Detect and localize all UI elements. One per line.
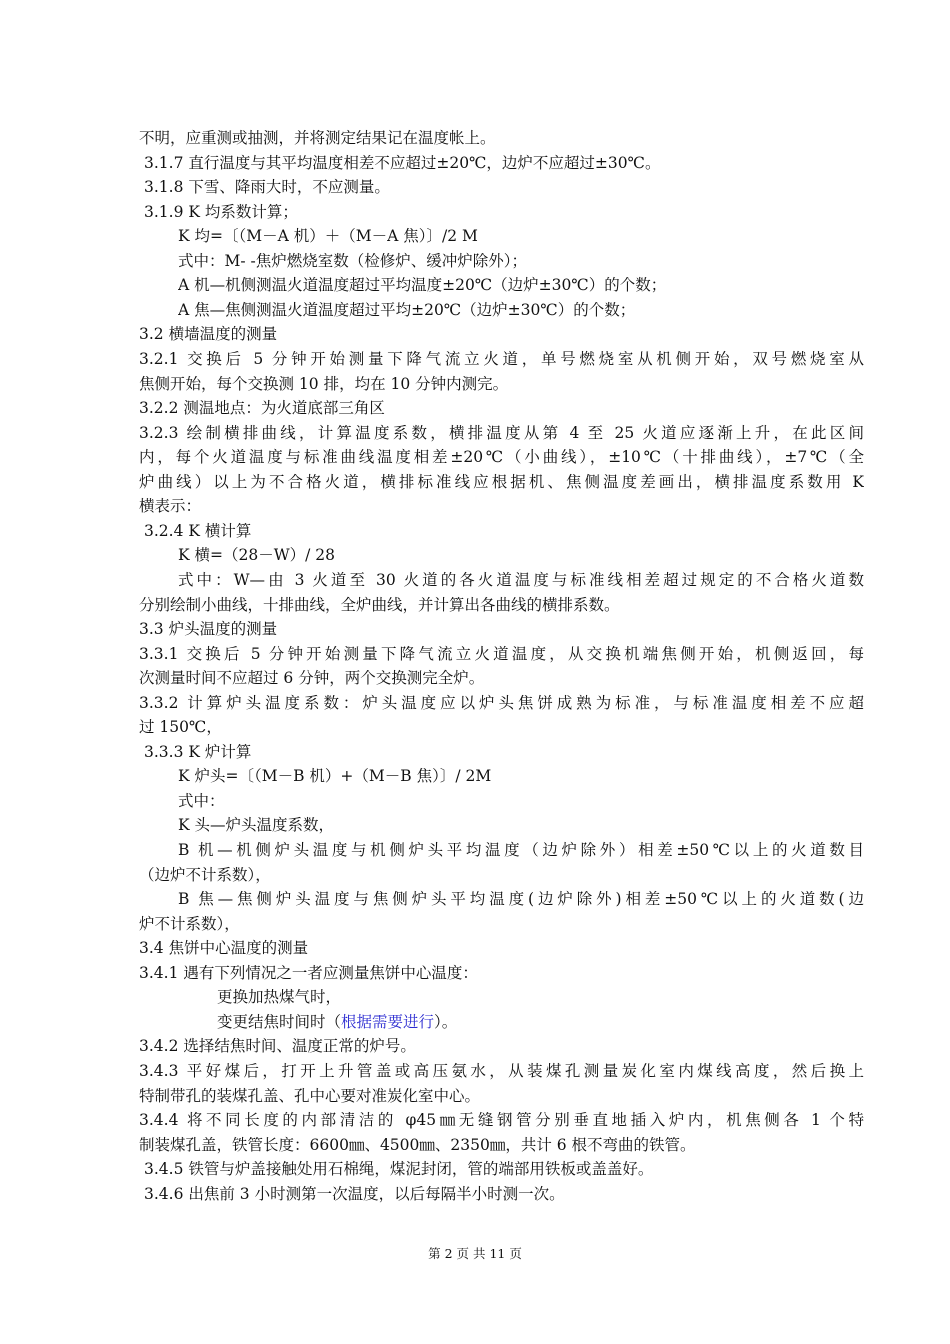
text-line: 3.4.2 选择结焦时间、温度正常的炉号。 [139,1037,416,1056]
text-line: 3.2.2 测温地点：为火道底部三角区 [139,399,385,418]
text-line: 式中： [178,791,225,810]
text-segment: ）。 [434,1012,458,1031]
text-line: 3.3.1 交换后 5 分钟开始测量下降气流立火道温度，从交换机端焦侧开始，机侧返回，每 [139,644,864,663]
text-line: 横表示： [139,497,202,516]
text-line: B 焦—焦侧炉头温度与焦侧炉头平均温度(边炉除外)相差±50℃以上的火道数(边 [178,890,864,909]
page-footer [0,1245,950,1263]
text-line: （边炉不计系数）， [139,865,271,884]
text-line: 3.4 焦饼中心温度的测量 [139,939,309,958]
text-line: A 焦—焦侧测温火道温度超过平均±20℃（边炉±30℃）的个数； [178,300,636,319]
text-segment: 变更结焦时间时（ [217,1012,342,1031]
text-line: K 均=〔（M－A 机）＋（M－A 焦）〕/2 M [178,227,478,246]
text-line: 焦侧开始，每个交换测 10 排，均在 10 分钟内测完。 [139,374,509,393]
text-line: K 炉头=〔（M－B 机）+（M－B 焦）〕/ 2M [178,767,492,786]
text-line: 过 150℃， [139,718,222,737]
text-line: A 机—机侧测温火道温度超过平均温度±20℃（边炉±30℃）的个数； [178,276,667,295]
text-line: 3.1.9 K 均系数计算； [144,202,298,221]
text-line: 分别绘制小曲线，十排曲线，全炉曲线，并计算出各曲线的横排系数。 [139,595,620,614]
text-line: 3.3.3 K 炉计算 [144,742,252,761]
text-line: 3.4.5 铁管与炉盖接触处用石棉绳，煤泥封闭，管的端部用铁板或盖盖好。 [144,1160,654,1179]
text-line: 炉不计系数）， [139,914,240,933]
text-line: 3.2.4 K 横计算 [144,521,252,540]
text-line: K 头—炉头温度系数， [178,816,335,835]
text-line [217,1010,864,1034]
text-line: K 横=（28－W）/ 28 [178,546,336,565]
text-line: 3.4.1 遇有下列情况之一者应测量焦饼中心温度： [139,963,478,982]
text-line: 3.1.7 直行温度与其平均温度相差不应超过±20℃，边炉不应超过±30℃。 [144,153,661,172]
text-line: 式中：M- -焦炉燃烧室数（检修炉、缓冲炉除外）； [178,251,528,270]
text-line: 3.2.3 绘制横排曲线，计算温度系数，横排温度从第 4 至 25 火道应逐渐上升，在此区间 [139,423,864,442]
text-line: 3.3.2 计算炉头温度系数：炉头温度应以炉头焦饼成熟为标准，与标准温度相差不应超 [139,693,864,712]
text-line: 3.4.6 出焦前 3 小时测第一次温度，以后每隔半小时测一次。 [144,1184,565,1203]
text-line: 3.4.4 将不同长度的内部清洁的 φ45㎜无缝钢管分别垂直地插入炉内，机焦侧各 1 个特 [139,1111,864,1129]
text-line: 3.2.1 交换后 5 分钟开始测量下降气流立火道，单号燃烧室从机侧开始，双号燃烧室从 [139,350,864,368]
text-line: 3.1.8 下雪、降雨大时，不应测量。 [144,178,390,197]
text-line: 3.3 炉头温度的测量 [139,620,278,638]
text-line: 制装煤孔盖，铁管长度：6600㎜、4500㎜、2350㎜，共计 6 根不弯曲的铁管。 [139,1135,696,1154]
highlighted-link-text[interactable]: 根据需要进行 [341,1012,435,1031]
page-number-label: 第 2 页 共 11 页 [428,1246,522,1261]
text-line: 式中：W—由 3 火道至 30 火道的各火道温度与标准线相差超过规定的不合格火道数 [178,570,864,589]
text-line: 3.4.3 平好煤后，打开上升管盖或高压氨水，从装煤孔测量炭化室内煤线高度，然后换上 [139,1061,864,1080]
text-line: 内，每个火道温度与标准曲线温度相差±20℃（小曲线），±10℃（十排曲线），±7℃（全 [139,448,864,467]
text-line: 炉曲线）以上为不合格火道，横排标准线应根据机、焦侧温度差画出，横排温度系数用 K [139,472,864,491]
text-line: 3.2 横墙温度的测量 [139,325,278,344]
text-line: 不明，应重测或抽测，并将测定结果记在温度帐上。 [139,129,496,147]
text-line: 特制带孔的装煤孔盖、孔中心要对准炭化室中心。 [139,1086,481,1105]
text-line: B 机—机侧炉头温度与机侧炉头平均温度（边炉除外）相差±50℃以上的火道数目 [178,841,864,859]
text-line: 次测量时间不应超过 6 分钟，两个交换测完全炉。 [139,669,485,688]
text-line: 更换加热煤气时， [217,988,342,1007]
